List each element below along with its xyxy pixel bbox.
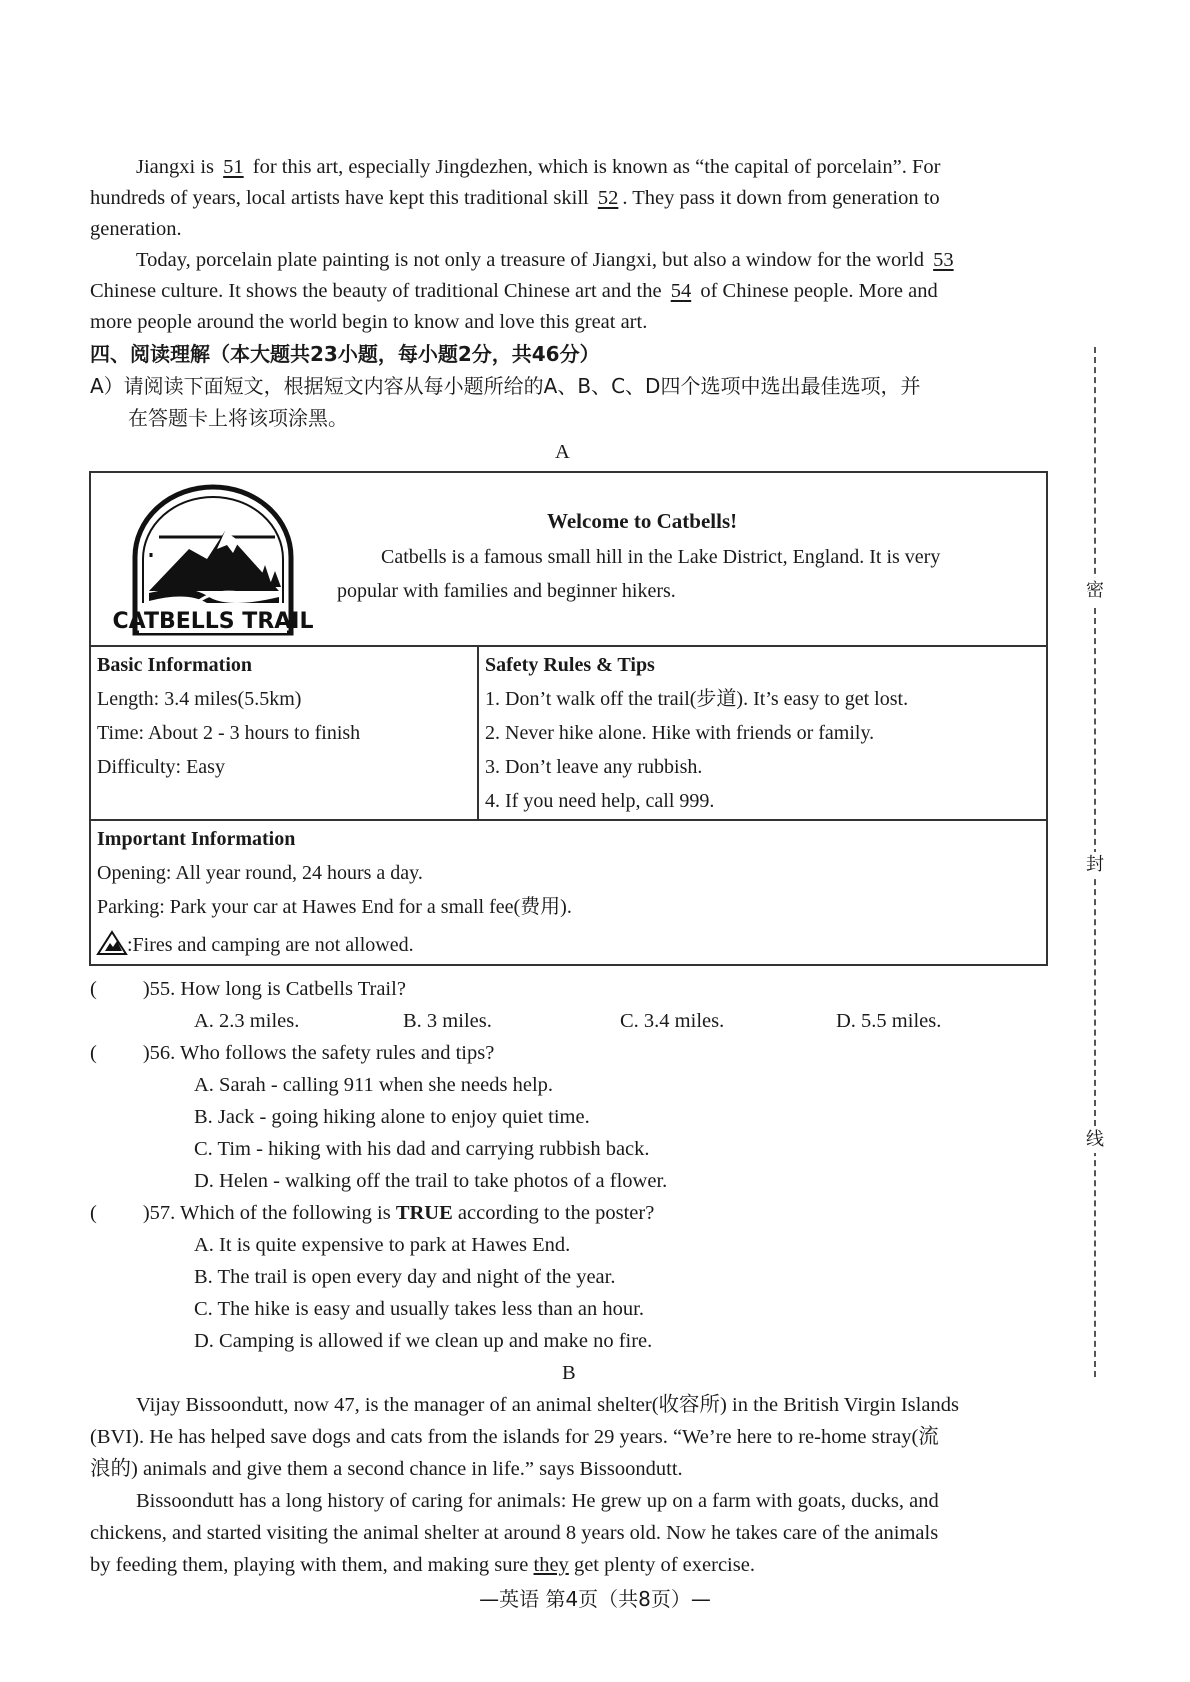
- option: D. Helen - walking off the trail to take photos of a flower.: [194, 1170, 668, 1192]
- binding-char-line: 线: [1083, 1127, 1107, 1153]
- poster-divider: [477, 645, 479, 819]
- passage-line: more people around the world begin to know and love this great art.: [90, 311, 648, 333]
- binding-char-seal: 密: [1083, 578, 1107, 604]
- passage-b-label: B: [562, 1362, 576, 1384]
- question-55: ( )55. How long is Catbells Trail?: [90, 978, 406, 1000]
- page-footer: —英语 第4页（共8页）—: [479, 1587, 711, 1611]
- passage-line: Jiangxi is 51 for this art, especially Jingdezhen, which is known as “the capital of porcelain”. For: [136, 152, 940, 182]
- option: C. Tim - hiking with his dad and carrying rubbish back.: [194, 1138, 650, 1160]
- section-heading: 四、阅读理解（本大题共23小题，每小题2分，共46分）: [90, 342, 600, 366]
- basic-info-item: Difficulty: Easy: [97, 756, 225, 778]
- passage-line: 浪的) animals and give them a second chance in life.” says Bissoondutt.: [90, 1458, 683, 1480]
- passage-line: Today, porcelain plate painting is not only a treasure of Jiangxi, but also a window for the world 53: [136, 245, 958, 275]
- logo-text: CATBELLS TRAIL: [112, 609, 314, 634]
- poster-divider: [91, 645, 1046, 647]
- option: D. Camping is allowed if we clean up and make no fire.: [194, 1330, 653, 1352]
- option: A. Sarah - calling 911 when she needs help.: [194, 1074, 554, 1096]
- safety-item: 3. Don’t leave any rubbish.: [485, 756, 703, 778]
- poster-intro: Catbells is a famous small hill in the Lake District, England. It is very: [381, 546, 941, 568]
- blank-53: 53: [933, 249, 954, 271]
- safety-item: 2. Never hike alone. Hike with friends or family.: [485, 722, 875, 744]
- option: B. Jack - going hiking alone to enjoy quiet time.: [194, 1106, 590, 1128]
- passage-line: (BVI). He has helped save dogs and cats from the islands for 29 years. “We’re here to re-home stray(流: [90, 1426, 939, 1448]
- option: C. 3.4 miles.: [620, 1010, 725, 1032]
- important-item: Parking: Park your car at Hawes End for a small fee(费用).: [97, 896, 572, 918]
- section-instruction: 在答题卡上将该项涂黑。: [128, 406, 348, 430]
- option: D. 5.5 miles.: [836, 1010, 942, 1032]
- passage-line: by feeding them, playing with them, and making sure they get plenty of exercise.: [90, 1554, 755, 1576]
- safety-item: 4. If you need help, call 999.: [485, 790, 715, 812]
- option: A. It is quite expensive to park at Hawes End.: [194, 1234, 571, 1256]
- option: C. The hike is easy and usually takes less than an hour.: [194, 1298, 644, 1320]
- passage-line: hundreds of years, local artists have kept this traditional skill 52 . They pass it down from generation to: [90, 183, 940, 213]
- important-title: Important Information: [97, 828, 296, 850]
- safety-title: Safety Rules & Tips: [485, 654, 655, 676]
- basic-info-item: Time: About 2 - 3 hours to finish: [97, 722, 361, 744]
- poster-intro: popular with families and beginner hikers.: [337, 580, 676, 602]
- warning-text: :Fires and camping are not allowed.: [127, 934, 414, 956]
- passage-line: chickens, and started visiting the animal shelter at around 8 years old. Now he takes care of the animals: [90, 1522, 939, 1544]
- passage-line: Vijay Bissoondutt, now 47, is the manager of an animal shelter(收容所) in the British Virgin Islands: [136, 1394, 959, 1416]
- option: B. 3 miles.: [403, 1010, 492, 1032]
- option: B. The trail is open every day and night of the year.: [194, 1266, 616, 1288]
- passage-a-label: A: [555, 441, 570, 463]
- passage-line: Bissoondutt has a long history of caring for animals: He grew up on a farm with goats, ducks, and: [136, 1490, 939, 1512]
- passage-line: Chinese culture. It shows the beauty of traditional Chinese art and the 54 of Chinese people. More and: [90, 276, 938, 306]
- section-instruction: A）请阅读下面短文，根据短文内容从每小题所给的A、B、C、D四个选项中选出最佳选项，并: [90, 374, 921, 398]
- catbells-poster: [89, 471, 1048, 966]
- blank-52: 52: [597, 187, 619, 209]
- blank-51: 51: [223, 156, 244, 178]
- catbells-trail-logo: [112, 487, 314, 635]
- binding-char-seal: 封: [1083, 852, 1107, 878]
- safety-item: 1. Don’t walk off the trail(步道). It’s easy to get lost.: [485, 688, 909, 710]
- question-56: ( )56. Who follows the safety rules and tips?: [90, 1042, 495, 1064]
- poster-welcome: Welcome to Catbells!: [547, 509, 738, 533]
- option: A. 2.3 miles.: [194, 1010, 300, 1032]
- underlined-word: they: [533, 1554, 569, 1576]
- important-item: Opening: All year round, 24 hours a day.: [97, 862, 423, 884]
- blank-54: 54: [670, 280, 692, 302]
- warning-triangle-icon: [97, 931, 127, 955]
- question-57: ( )57. Which of the following is TRUE according to the poster?: [90, 1202, 655, 1224]
- passage-line: generation.: [90, 218, 182, 240]
- poster-divider: [91, 819, 1046, 821]
- basic-info-item: Length: 3.4 miles(5.5km): [97, 688, 302, 710]
- warning-line: [97, 931, 414, 959]
- basic-info-title: Basic Information: [97, 654, 252, 676]
